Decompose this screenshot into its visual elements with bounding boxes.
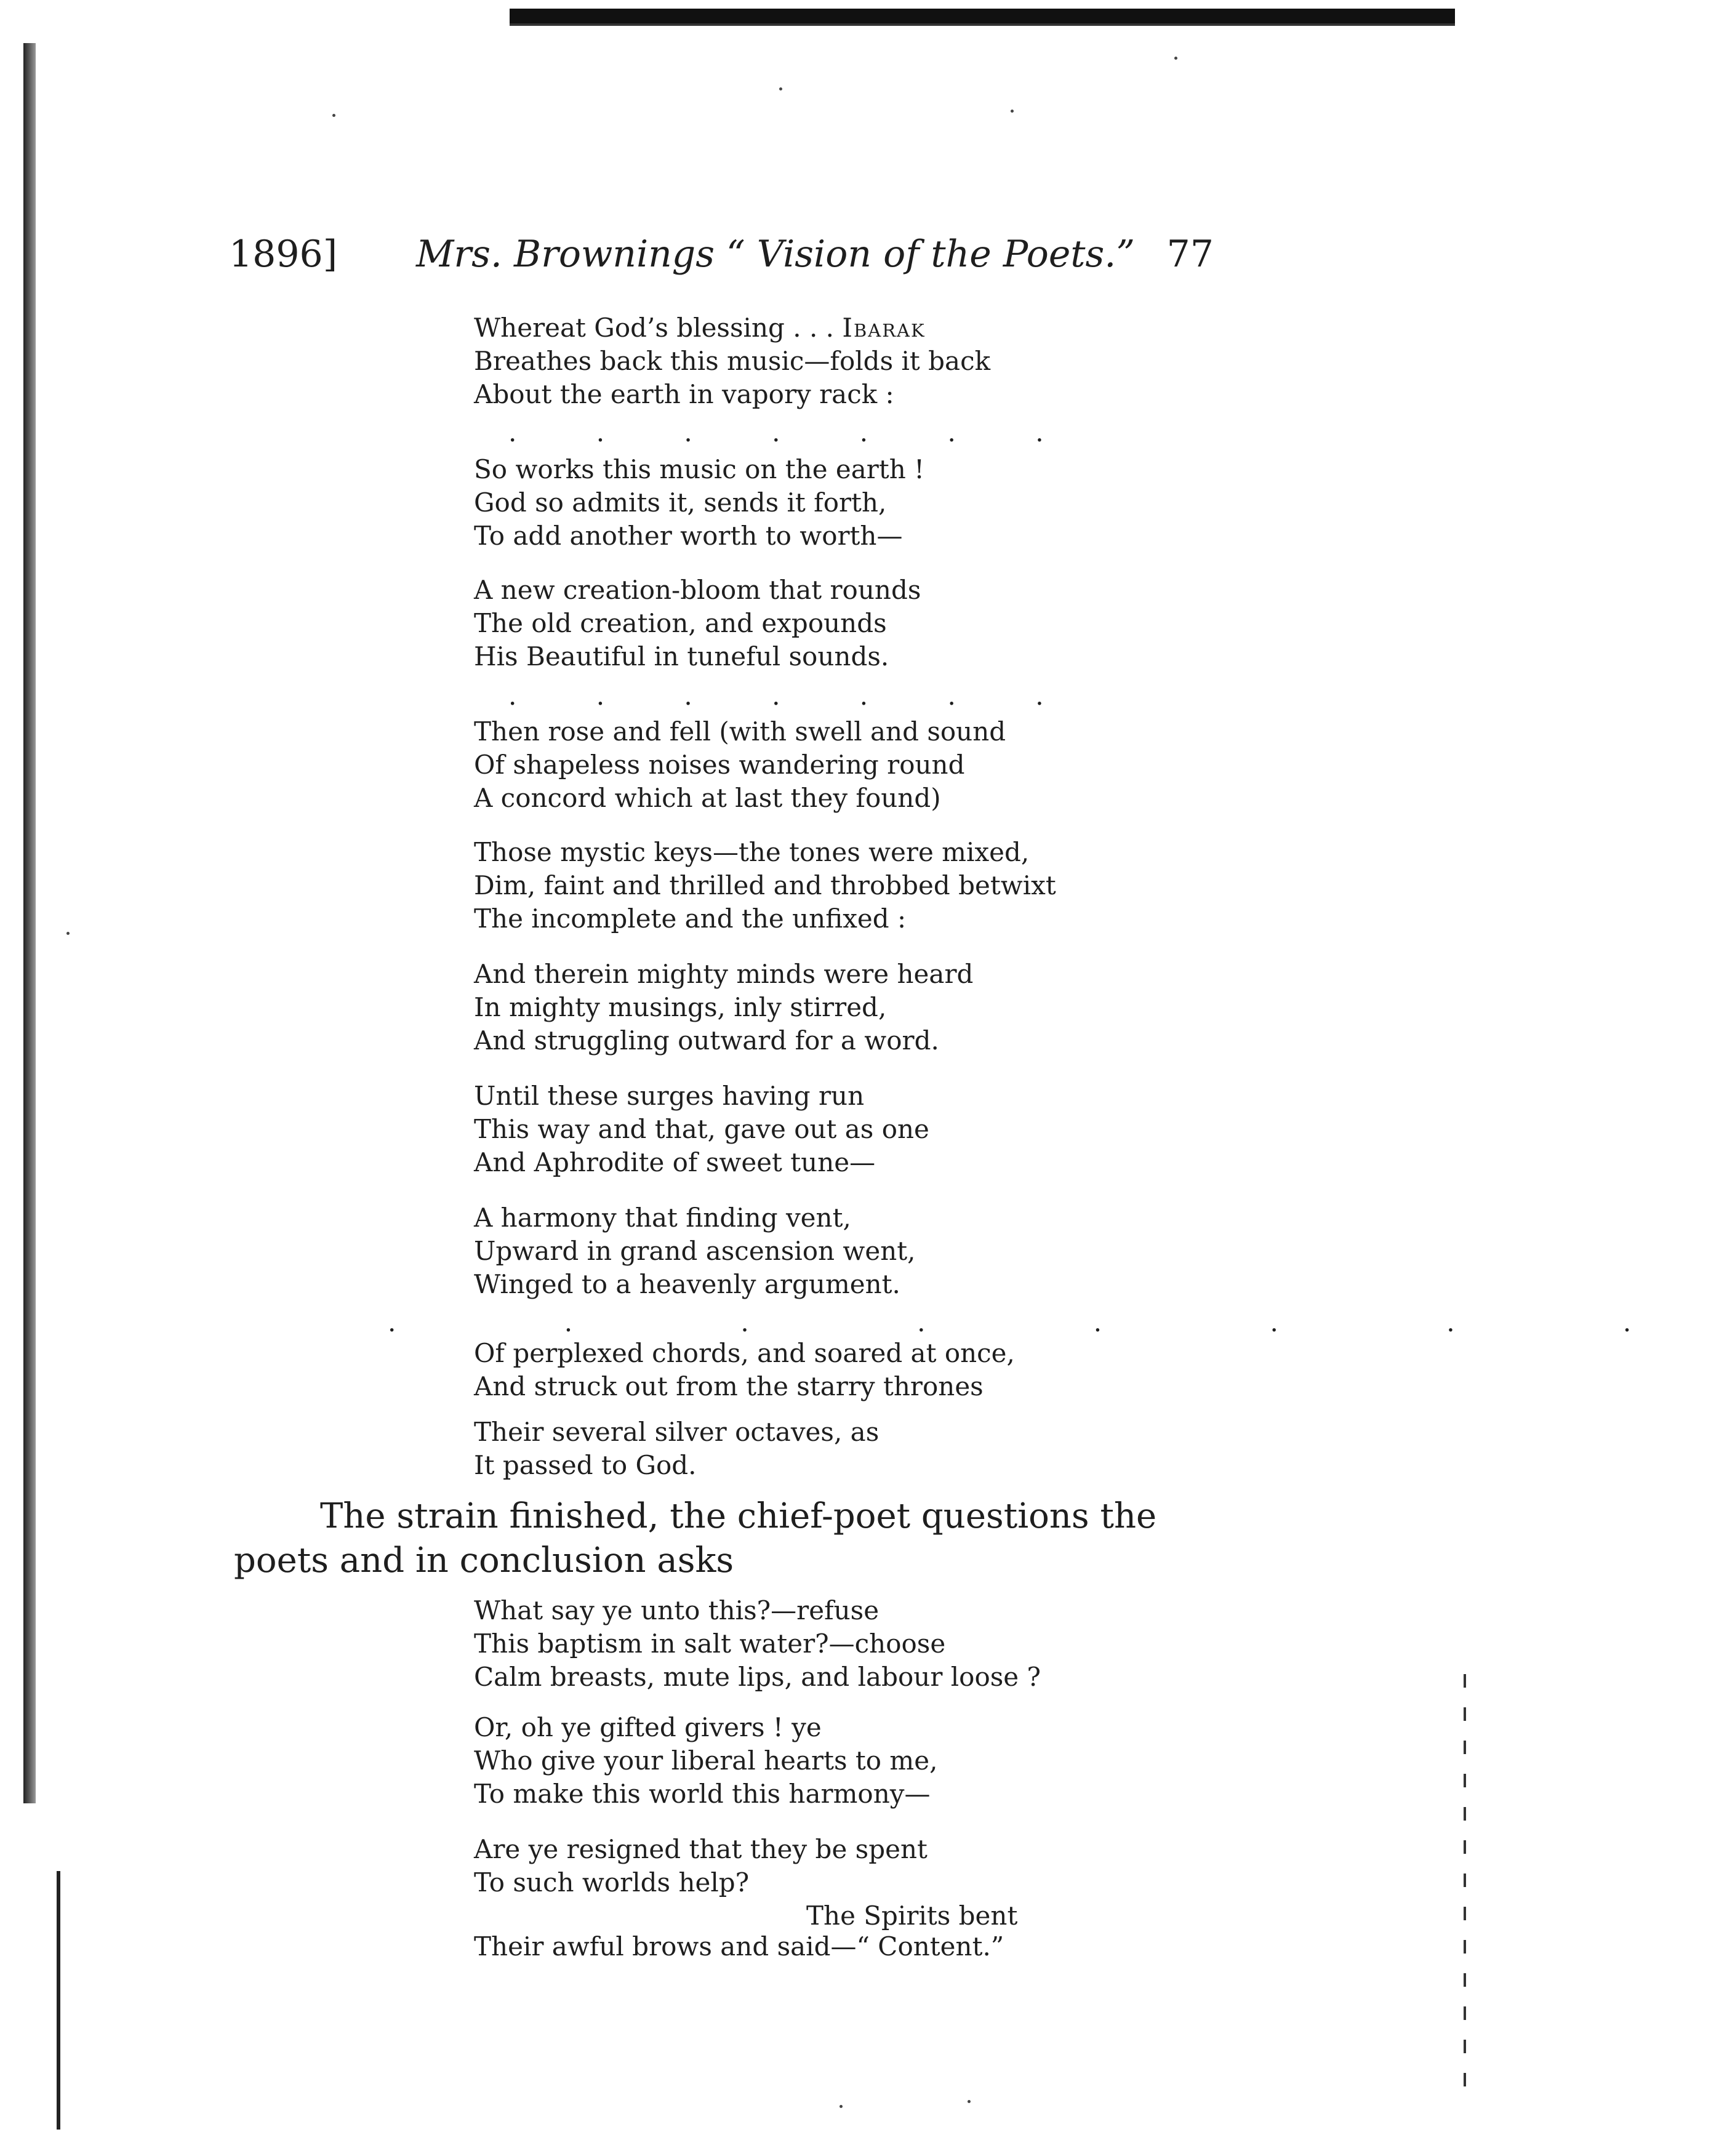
poem-line: A harmony that finding vent, <box>474 1203 851 1233</box>
poem-line: A concord which at last they found) <box>474 783 941 813</box>
poem-line: Dim, faint and thrilled and throbbed betwixt <box>474 870 1056 900</box>
poem-line: To make this world this harmony— <box>474 1779 931 1809</box>
poem-line: This baptism in salt water?—choose <box>474 1629 946 1659</box>
poem-stanza <box>474 1080 929 1179</box>
running-head-title: Mrs. Brownings “ Vision of the Poets.” <box>416 233 1136 276</box>
poem-stanza <box>474 1416 879 1482</box>
poem-stanza <box>474 574 921 673</box>
poem-stanza <box>474 715 1006 815</box>
poem-stanza <box>474 1337 1015 1403</box>
poem-line: Of perplexed chords, and soared at once, <box>474 1338 1015 1368</box>
poem-line: This way and that, gave out as one <box>474 1114 929 1144</box>
prose-text: The strain finished, the chief-poet questions the poets and in conclusion asks <box>234 1496 1157 1581</box>
ellipsis-row: . . . . . . . <box>508 681 1080 711</box>
poem-stanza <box>474 958 973 1057</box>
prose-paragraph <box>234 1494 1243 1583</box>
poem-line: Those mystic keys—the tones were mixed, <box>474 837 1030 867</box>
poem-line: Then rose and fell (with swell and sound <box>474 716 1006 747</box>
poem-line: About the earth in vapory rack : <box>474 379 894 409</box>
poem-line: To add another worth to worth— <box>474 521 903 551</box>
poem-stanza <box>474 1711 937 1811</box>
poem-stanza <box>474 1201 916 1301</box>
poem-line: Or, oh ye gifted givers ! ye <box>474 1712 822 1742</box>
poem-line-right: The Spirits bent <box>806 1901 1018 1931</box>
poem-line: Winged to a heavenly argument. <box>474 1269 900 1299</box>
poem-line: And struck out from the starry thrones <box>474 1371 984 1401</box>
poem-stanza <box>474 1833 928 1899</box>
page-right-edge-marks <box>1464 1674 1466 2093</box>
poem-line: Of shapeless noises wandering round <box>474 750 965 780</box>
scan-speck <box>839 2105 843 2108</box>
ellipsis-row: . . . . . . . <box>508 417 1080 447</box>
poem-line: His Beautiful in tuneful sounds. <box>474 641 889 671</box>
poem-line: The incomplete and the unfixed : <box>474 904 907 934</box>
page-gutter-shadow <box>23 43 36 1803</box>
poem-stanza <box>474 311 990 411</box>
running-head <box>229 233 1214 288</box>
poem-line: Until these surges having run <box>474 1081 865 1111</box>
running-head-year: 1896] <box>229 233 338 276</box>
poem-line: Their several silver octaves, as <box>474 1417 880 1447</box>
poem-line: Breathes back this music—folds it back <box>474 346 991 376</box>
page-number: 77 <box>1166 233 1214 276</box>
poem-line: A new creation-bloom that rounds <box>474 575 921 605</box>
poem-line: Are ye resigned that they be spent <box>474 1834 928 1864</box>
poem-stanza <box>474 1594 1041 1694</box>
poem-line: Who give your liberal hearts to me, <box>474 1745 938 1776</box>
poem-line: Whereat God’s blessing . . . Ibarak <box>474 313 926 343</box>
poem-line: So works this music on the earth ! <box>474 454 925 484</box>
poem-line: What say ye unto this?—refuse <box>474 1595 880 1625</box>
scan-edge-rule <box>510 9 1455 25</box>
scan-speck <box>332 114 335 117</box>
poem-line: And Aphrodite of sweet tune— <box>474 1147 876 1177</box>
poem-stanza <box>474 836 1056 936</box>
ellipsis-row: . . . . . . . . <box>388 1307 1711 1337</box>
poem-line: In mighty musings, inly stirred, <box>474 992 887 1022</box>
poem-line: Their awful brows and said—“ Content.” <box>474 1931 1004 1962</box>
scan-speck <box>779 87 782 90</box>
poem-stanza <box>474 453 924 553</box>
poem-line: Calm breasts, mute lips, and labour loose ? <box>474 1662 1041 1692</box>
poem-line: It passed to God. <box>474 1450 697 1480</box>
scan-edge-rule-thin <box>510 23 1455 26</box>
poem-line: Upward in grand ascension went, <box>474 1236 916 1266</box>
poem-line: God so admits it, sends it forth, <box>474 487 887 518</box>
scan-speck <box>66 932 70 935</box>
page-gutter-line <box>57 1871 60 2130</box>
poem-stanza <box>474 1930 1004 1963</box>
poem-line: And struggling outward for a word. <box>474 1025 939 1056</box>
poem-line: And therein mighty minds were heard <box>474 959 974 989</box>
poem-line: To such worlds help? <box>474 1867 750 1898</box>
poem-line: The old creation, and expounds <box>474 608 887 638</box>
scan-speck <box>1174 57 1177 60</box>
scan-speck <box>1011 110 1014 113</box>
scan-speck <box>968 2100 971 2103</box>
